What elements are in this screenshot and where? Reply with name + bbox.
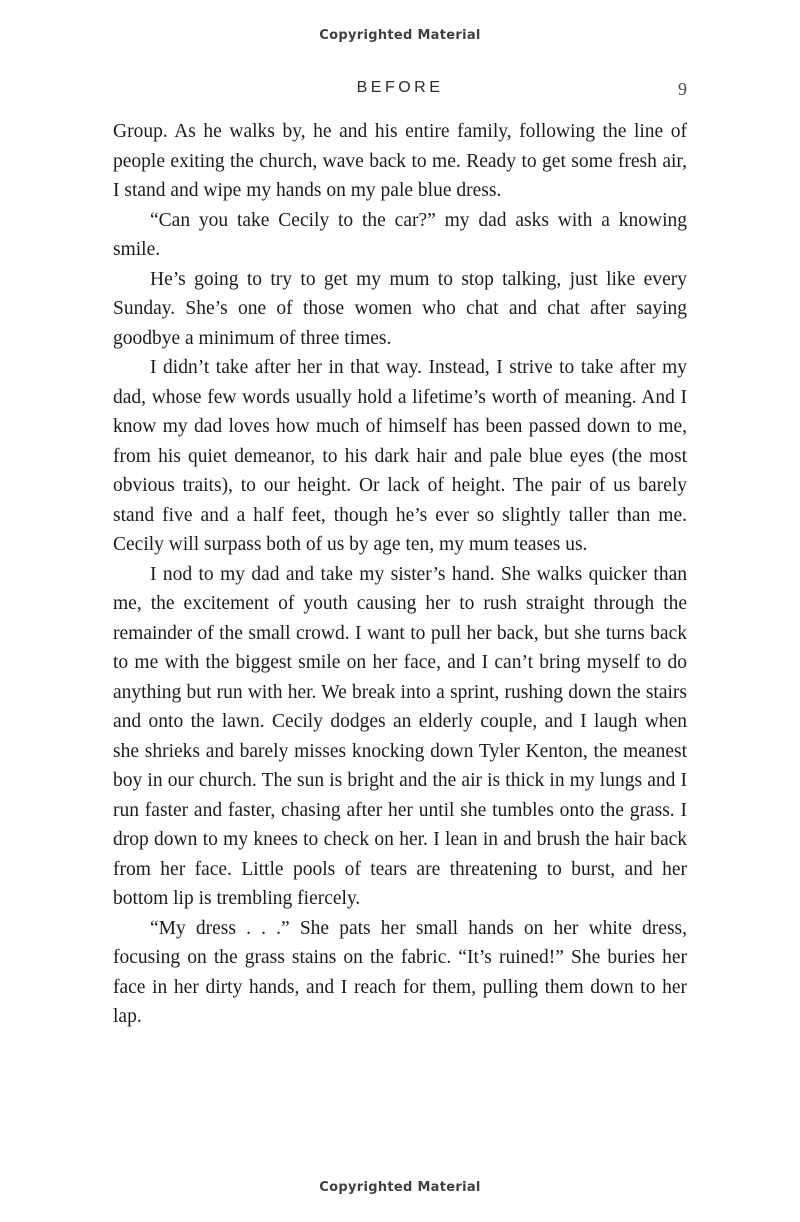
copyright-notice-bottom: Copyrighted Material [319,1180,481,1195]
paragraph: I nod to my dad and take my sister’s hand. She walks quicker than me, the excitement of youth causing her to rush straight through the remainder of the small crowd. I want to pull her back, but she turns back to me with the biggest smile on her face, and I can’t bring myself to do anything but run with her. We break into a sprint, rushing down the stairs and onto the lawn. Cecily dodges an elderly couple, and I laugh when she shrieks and barely misses knocking down Tyler Kenton, the meanest boy in our church. The sun is bright and the air is thick in my lungs and I run faster and faster, chasing after her until she tumbles onto the grass. I drop down to my knees to check on her. I lean in and brush the hair back from her face. Little pools of tears are threatening to burst, and her bottom lip is trembling fiercely. [113,563,687,909]
paragraph: Group. As he walks by, he and his entire family, following the line of people exiting the church, wave back to me. Ready to get some fresh air, I stand and wipe my hands on my pale blue dress. [113,121,687,201]
paragraph: “Can you take Cecily to the car?” my dad asks with a knowing smile. [113,209,687,260]
paragraph: “My dress . . .” She pats her small hands on her white dress, focusing on the grass stains on the fabric. “It’s ruined!” She buries her face in her dirty hands, and I reach for them, pulling them down to her lap. [113,917,687,1027]
paragraph: He’s going to try to get my mum to stop talking, just like every Sunday. She’s one of those women who chat and chat after saying goodbye a minimum of three times. [113,268,687,349]
paragraph: I didn’t take after her in that way. Instead, I strive to take after my dad, whose few words usually hold a lifetime’s worth of meaning. And I know my dad loves how much of himself has been passed down to me, from his quiet demeanor, to his dark hair and pale blue eyes (the most obvious traits), to our height. Or lack of height. The pair of us barely stand five and a half feet, though he’s ever so slightly taller than me. Cecily will surpass both of us by age ten, my mum teases us. [113,357,687,555]
chapter-title: BEFORE [356,79,444,96]
body-text [113,117,687,1032]
page-number: 9 [678,79,687,99]
copyright-notice-top: Copyrighted Material [319,28,481,43]
page-header [113,79,687,101]
